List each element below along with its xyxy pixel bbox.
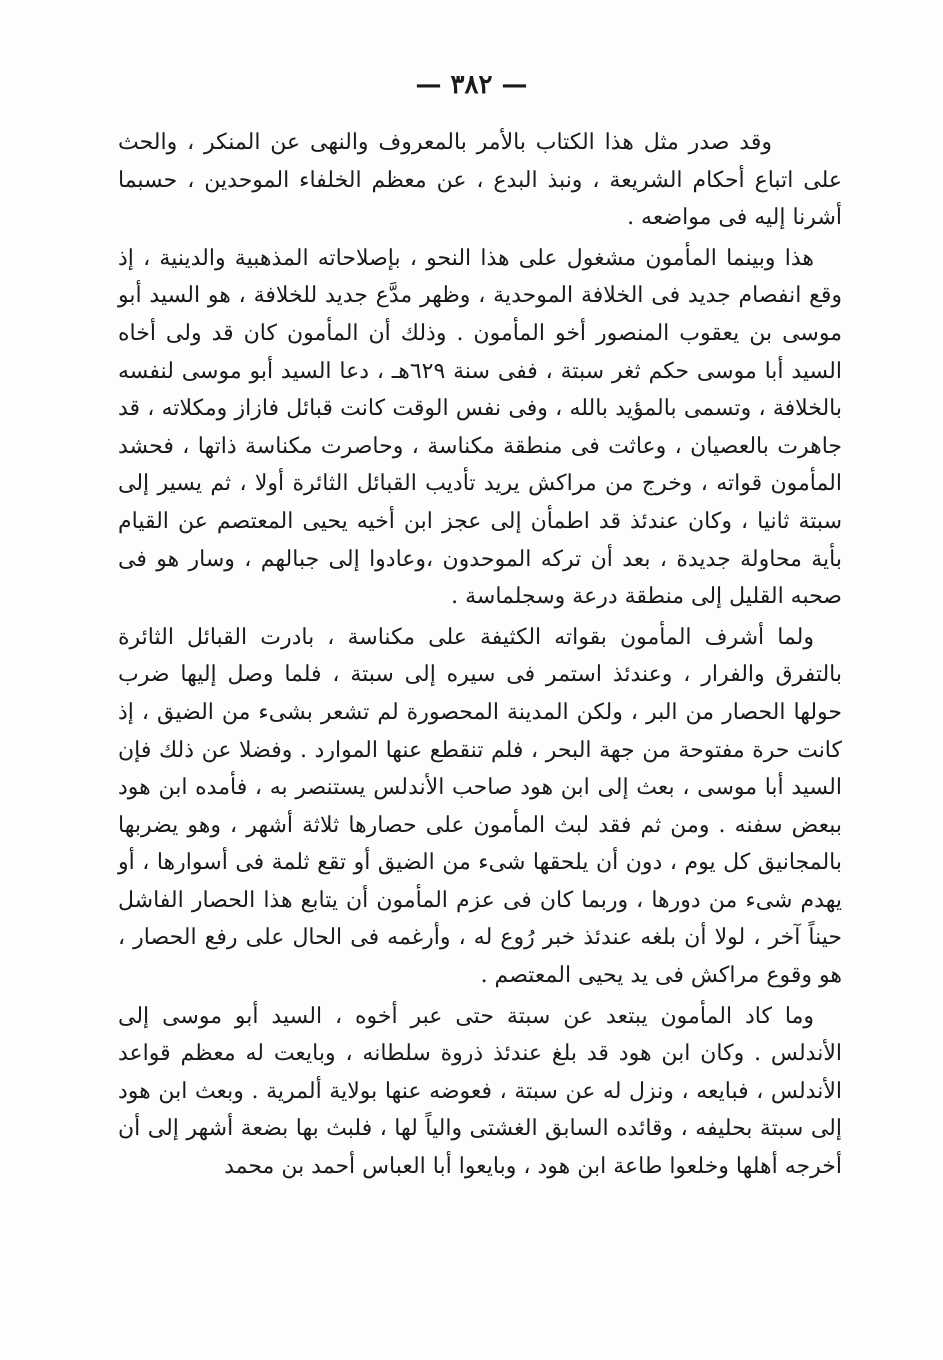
page-number: — ٣٨٢ — bbox=[415, 70, 528, 100]
paragraph-3: ولما أشرف المأمون بقواته الكثيفة على مكناسة ، بادرت القبائل الثائرة بالتفرق والفرار ، وعندئذ استمر فى سيره إلى سبتة ، فلما وصل إليها ضرب حولها الحصار من البر ، ولكن المدينة المحصورة لم تشعر بشىء من الضيق ، إذ كانت حرة مفتوحة من جهة البحر ، فلم تنقطع عنها الموارد . وفضلا عن ذلك فإن السيد أبا موسى ، بعث إلى ابن هود صاحب الأندلس يستنصر به ، فأمده ابن هود ببعض سفنه . ومن ثم فقد لبث المأمون على حصارها ثلاثة أشهر ، وهو يضربها بالمجانيق كل يوم ، دون أن يلحقها شىء من الضيق أو تقع ثلمة فى أسوارها ، أو يهدم شىء من دورها ، وربما كان فى عزم المأمون أن يتابع هذا الحصار الفاشل حيناً آخر ، لولا أن بلغه عندئذ خبر رُوع له ، وأرغمه فى الحال على رفع الحصار ، هو وقوع مراكش فى يد يحيى المعتصم . bbox=[118, 624, 842, 989]
paragraph-2: هذا وبينما المأمون مشغول على هذا النحو ، بإصلاحاته المذهبية والدينية ، إذ وقع انفصام جديد فى الخلافة الموحدية ، وظهر مدَّع جديد للخلافة ، هو السيد أبو موسى بن يعقوب المنصور أخو المأمون . وذلك أن المأمون كان قد ولى أخاه السيد أبا موسى حكم ثغر سبتة ، ففى سنة ٦٢٩هـ ، دعا السيد أبو موسى لنفسه بالخلافة ، وتسمى بالمؤيد بالله ، وفى نفس الوقت كانت قبائل فازاز ومكلاته ، قد جاهرت بالعصيان ، وعاثت فى منطقة مكناسة ، وحاصرت مكناسة ذاتها ، فحشد المأمون قواته ، وخرج من مراكش يريد تأديب القبائل الثائرة أولا ، ثم يسير إلى سبتة ثانيا ، وكان عندئذ قد اطمأن إلى عجز ابن أخيه يحيى المعتصم عن القيام بأية محاولة جديدة ، بعد أن تركه الموحدون ،وعادوا إلى جبالهم ، وسار هو فى صحبه القليل إلى منطقة درعة وسجلماسة . bbox=[118, 245, 842, 610]
paragraph-1: وقد صدر مثل هذا الكتاب بالأمر بالمعروف والنهى عن المنكر ، والحث على اتباع أحكام الشريعة ، ونبذ البدع ، عن معظم الخلفاء الموحدين ، حسبما أشرنا إليه فى مواضعه . bbox=[118, 130, 842, 231]
paragraph-4: وما كاد المأمون يبتعد عن سبتة حتى عبر أخوه ، السيد أبو موسى إلى الأندلس . وكان ابن هود قد بلغ عندئذ ذروة سلطانه ، وبايعت له معظم قواعد الأندلس ، فبايعه ، ونزل له عن سبتة ، فعوضه عنها بولاية ألمرية . وبعث ابن هود إلى سبتة بحليفه ، وقائده السابق الغشتى والياً لها ، فلبث بها بضعة أشهر إلى أن أخرجه أهلها وخلعوا طاعة ابن هود ، وبايعوا أبا العباس أحمد بن محمد bbox=[118, 1003, 842, 1180]
body-text bbox=[118, 124, 842, 1189]
